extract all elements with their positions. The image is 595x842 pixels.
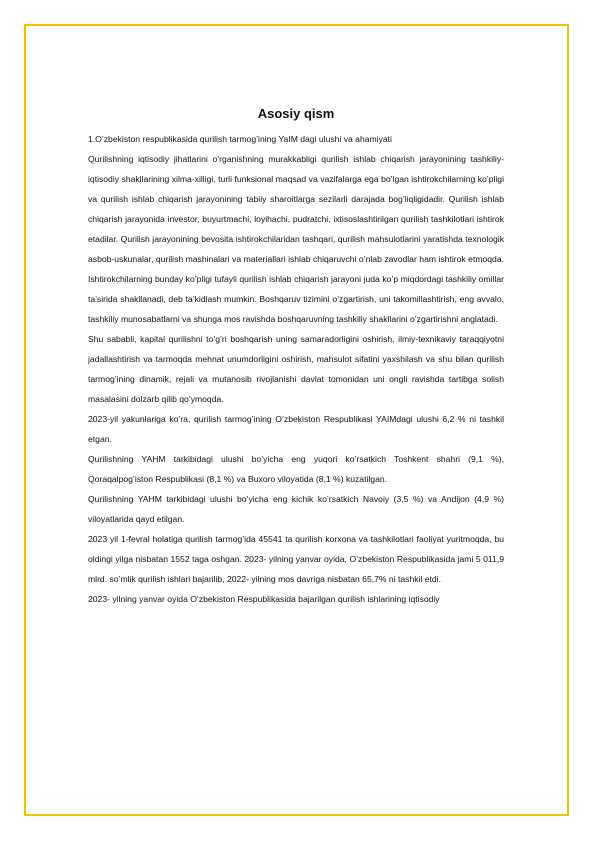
paragraph: 2023 yil 1-fevral holatiga qurilish tarmog’ida 45541 ta qurilish korxona va tashkilotlari faoliyat yuritmoqda, bu oldingi yilga nisbatan 1552 taga oshgan. 2023- yilning yanvar oyida, O’zbekiston Respublikasida jami 5 011,9 mlrd. so’mlik qurilish ishlari bajarilib, 2022- yilning mos davriga nisbatan 65,7% ni tashkil etdi. (88, 534, 504, 584)
paragraph: Qurilishning iqtisodiy jihatlarini o’rganishning murakkabligi qurilish ishlab chiqarish jarayonining tashkiliy-iqtisodiy shakllarining xilma-xilligi, turli funksional maqsad va vazifalarga ega bo’lgan ishtirokchilarning ko’pligi va qurilish ishlab chiqarish jarayonining tabiiy sharoitlarga sezilarli darajada bog’liqligidadir. Qurilish ishlab chiqarish jarayonida investor, buyurtmachi, loyihachi, pudratchi, ixtisoslashtirilgan qurilish tashkilotlari ishtirok etadilar. Qurilish jarayonining bevosita ishtirokchilaridan tashqari, qurilish mahsulotlarini yaratishda texnologik asbob-uskunalar, qurilish mashinalari va materiallari ishlab chiqaruvchi o’nlab zavodlar ham ishtirok etmoqda. Ishtirokchilarning bunday ko’pligi tufayli qurilish ishlab chiqarish jarayoni juda ko’p miqdordagi tashkiliy omillar ta’sirida shakllanadi, deb ta’kidlash mumkin. Boshqaruv tizimini o’zgartirish, uni takomillashtirish, eng avvalo, tashkiliy munosabatlarni va shunga mos ravishda boshqaruvning tashkiliy shakllarini o’zgartirishni anglatadi. (88, 154, 504, 324)
document-body (88, 106, 504, 609)
paragraph: Qurilishning YAHM tarkibidagi ulushi bo’yicha eng kichik ko’rsatkich Navoiy (3,5 %) va Andijon (4,9 %) viloyatlarida qayd etilgan. (88, 494, 504, 524)
document-title: Asosiy qism (257, 106, 335, 121)
paragraph: 2023-yil yakunlariga ko’ra, qurilish tarmog’ining O’zbekiston Respublikasi YAIMdagi ulushi 6,2 % ni tashkil etgan. (88, 414, 504, 444)
paragraph: Shu sababli, kapital qurilishni to’g’ri boshqarish uning samaradorligini oshirish, ilmiy-texnikaviy taraqqiyotni jadallashtirish va tarmoqda mehnat unumdorligini oshirish, mahsulot sifatini yaxshilash va shu bilan qurilish tarmog’ining dinamik, rejali va mutanosib rivojlanishi davlat tomonidan uni ongli ravishda tartibga solish masalasini dolzarb qilib qo’ymoqda. (88, 334, 504, 404)
paragraph: 2023- yilning yanvar oyida O’zbekiston Respublikasida bajarilgan qurilish ishlarining iqtisodiy (88, 594, 440, 604)
section-heading: 1.O’zbekiston respublikasida qurilish tarmog’ining YaIM dagi ulushi va ahamiyati (88, 134, 392, 144)
paragraph: Qurilishning YAHM tarkibidagi ulushi bo’yicha eng yuqori ko’rsatkich Toshkent shahri (9,1 %), Qoraqalpog’iston Respublikasi (8,1 %) va Buxoro viloyatida (8,1 %) kuzatilgan. (88, 454, 504, 484)
